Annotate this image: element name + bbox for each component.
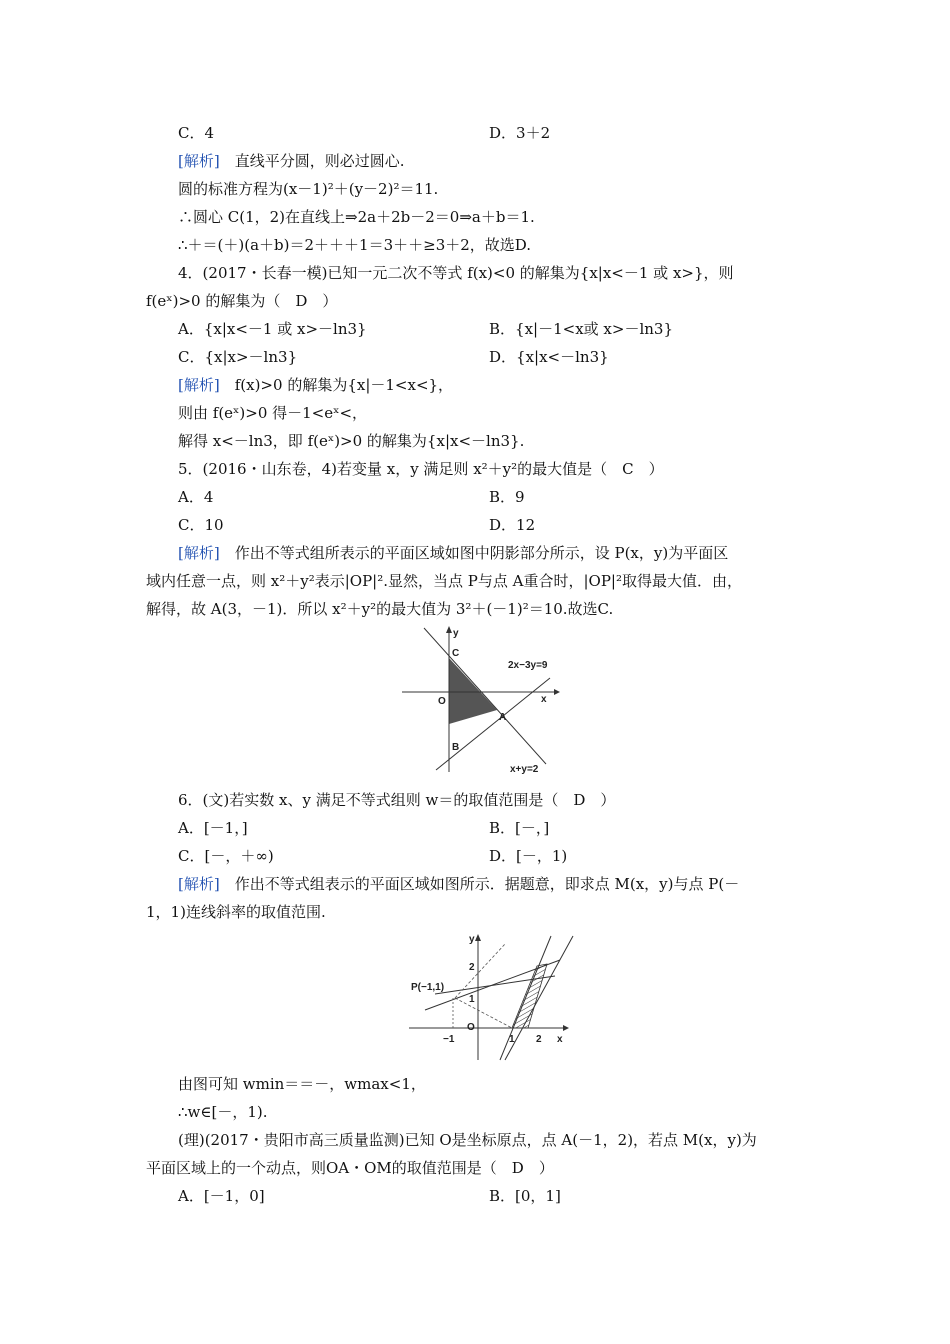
tick-2: 2 <box>469 962 475 973</box>
question-5: 5．(2016・山东卷，4)若变量 x，y 满足则 x²＋y²的最大值是（ C ） <box>178 460 664 478</box>
label-x: x <box>557 1034 563 1045</box>
dashed-line-2 <box>455 998 512 1028</box>
solution-text: 直线平分圆，则必过圆心. <box>219 152 405 170</box>
shaded-region <box>449 658 497 724</box>
option-b-q6-li: B．[0，1] <box>489 1187 561 1205</box>
label-p: P(−1,1) <box>411 982 445 993</box>
tick-1: 1 <box>469 994 475 1005</box>
option-d-q6: D．[－，1) <box>489 847 568 865</box>
text-line: 解得 x<－ln3，即 f(eˣ)>0 的解集为{x|x<－ln3}. <box>178 432 525 450</box>
option-a-q6-li: A．[－1，0] <box>178 1187 265 1205</box>
label-y: y <box>469 934 475 945</box>
x-axis-arrow <box>563 1025 569 1031</box>
text-line: 则由 f(eˣ)>0 得－1<eˣ<， <box>178 404 368 422</box>
solution-line <box>178 151 405 171</box>
solution-tag: [解析] <box>178 152 220 170</box>
text-line: ∴圆心 C(1，2)在直线上⇒2a＋2b－2＝0⇒a＋b＝1. <box>178 208 535 226</box>
option-a-q6: A．[－1，] <box>178 819 248 837</box>
text-line: 圆的标准方程为(x－1)²＋(y－2)²＝11. <box>178 180 439 198</box>
figure-slope-region-q6 <box>405 930 575 1065</box>
solution-text: 作出不等式组所表示的平面区域如图中阴影部分所示，设 P(x，y)为平面区 <box>219 544 729 562</box>
solution-line <box>178 543 728 563</box>
option-d-q3: D．3＋2 <box>489 124 551 142</box>
option-c-q6: C．[－，＋∞) <box>178 847 274 865</box>
line-steep <box>500 936 551 1060</box>
option-d-q4: D．{x|x<－ln3} <box>489 348 609 366</box>
question-4: 4．(2017・长春一模)已知一元二次不等式 f(x)<0 的解集为{x|x<－1 或 x>}，则 <box>178 264 734 282</box>
y-axis-arrow <box>446 626 452 633</box>
label-b: B <box>452 742 460 753</box>
option-b-q5: B．9 <box>489 488 525 506</box>
label-o: O <box>438 696 446 707</box>
solution-text: f(x)>0 的解集为{x|－1<x<}， <box>219 376 454 394</box>
x-axis-arrow <box>554 689 560 695</box>
solution-line <box>178 874 739 894</box>
question-6: 6．(文)若实数 x、y 满足不等式组则 w＝的取值范围是（ D ） <box>178 791 616 809</box>
y-axis-arrow <box>475 934 481 941</box>
label-line2: x+y=2 <box>510 764 539 774</box>
option-a-q4: A．{x|x<－1 或 x>－ln3} <box>178 320 367 338</box>
tick-x2: 2 <box>536 1034 542 1045</box>
text-line: 1，1)连线斜率的取值范围. <box>146 903 326 921</box>
label-a: A <box>499 712 507 723</box>
question-6-li: (理)(2017・贵阳市高三质量监测)已知 O是坐标原点，点 A(－1，2)，若点 M(x，y)为 <box>178 1131 757 1149</box>
solution-tag: [解析] <box>178 544 220 562</box>
label-x: x <box>541 694 547 705</box>
label-o: O <box>467 1022 475 1033</box>
option-a-q5: A．4 <box>178 488 214 506</box>
option-c-q5: C．10 <box>178 516 224 534</box>
solution-text: 作出不等式组表示的平面区域如图所示．据题意，即求点 M(x，y)与点 P(－ <box>219 875 740 893</box>
text-line: 解得，故 A(3，－1)．所以 x²＋y²的最大值为 3²＋(－1)²＝10.故选C. <box>146 600 614 618</box>
label-line1: 2x−3y=9 <box>508 660 548 671</box>
option-b-q6: B．[－，] <box>489 819 550 837</box>
solution-line <box>178 375 453 395</box>
text-line: 由图可知 wmin＝＝－，wmax<1， <box>178 1075 426 1093</box>
text-line: ∴＋＝(＋)(a＋b)＝2＋＋＋1＝3＋＋≥3＋2，故选D. <box>178 236 532 254</box>
text-line: 域内任意一点，则 x²＋y²表示|OP|².显然，当点 P与点 A重合时，|OP|²取得最大值．由， <box>146 572 742 590</box>
label-y: y <box>453 628 459 639</box>
option-c-q4: C．{x|x>－ln3} <box>178 348 298 366</box>
solution-tag: [解析] <box>178 376 220 394</box>
tick-x1: 1 <box>509 1034 515 1045</box>
label-c: C <box>452 648 460 659</box>
tick-minus1: −1 <box>443 1034 455 1045</box>
solution-tag: [解析] <box>178 875 220 893</box>
figure-feasible-region-q5 <box>400 624 560 774</box>
option-c-q3: C．4 <box>178 124 215 142</box>
option-d-q5: D．12 <box>489 516 536 534</box>
text-line: ∴w∈[－，1). <box>178 1103 268 1121</box>
text-line: f(eˣ)>0 的解集为（ D ） <box>146 292 338 310</box>
text-line: 平面区域上的一个动点，则OA・OM的取值范围是（ D ） <box>146 1159 554 1177</box>
option-b-q4: B．{x|－1<x或 x>－ln3} <box>489 320 673 338</box>
